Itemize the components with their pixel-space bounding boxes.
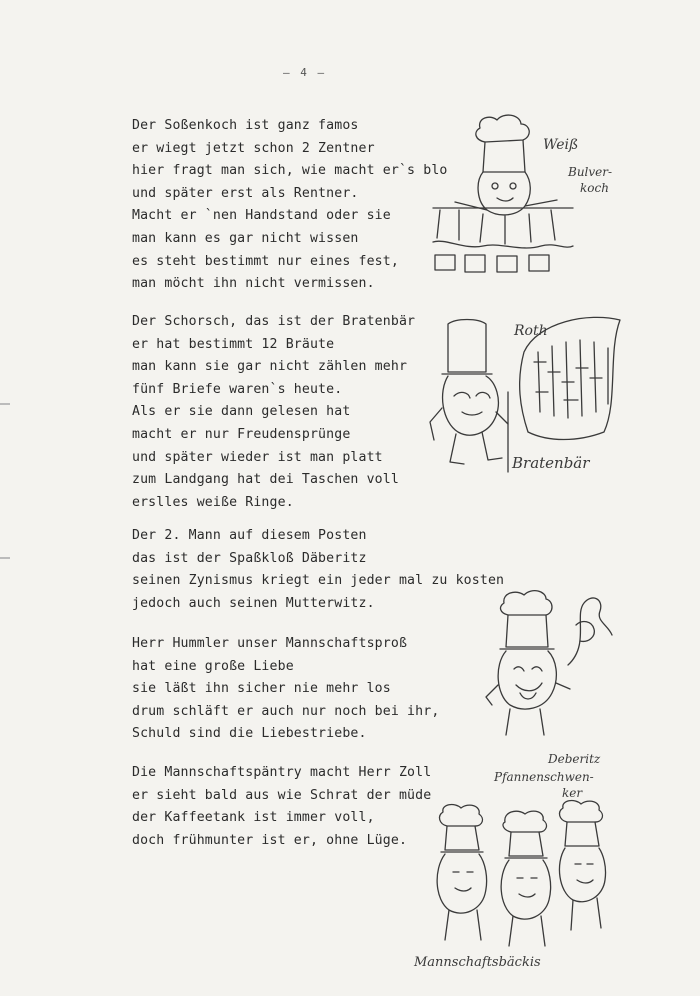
verse-line: Herr Hummler unser Mannschaftsproß <box>132 636 408 651</box>
verse-line: Die Mannschaftspäntry macht Herr Zoll <box>132 765 432 780</box>
verse-line: und später erst als Rentner. <box>132 185 359 201</box>
verse-line: der Kaffeetank ist immer voll, <box>132 810 375 826</box>
page-number: – 4 – <box>283 66 327 79</box>
stanza-soßenkoch <box>132 115 448 296</box>
verse-line: er hat bestimmt 12 Bräute <box>132 336 335 352</box>
caption-koch: koch <box>580 181 609 195</box>
verse-line: sie läßt ihn sicher nie mehr los <box>132 681 391 697</box>
verse-line: macht er nur Freudensprünge <box>132 426 351 442</box>
caption-deberitz: Deberitz <box>548 752 601 766</box>
caption-pfannenschwenker: Pfannenschwen- <box>494 770 594 784</box>
caption-roth: Roth <box>514 323 548 339</box>
caption-bratenbaer: Bratenbär <box>512 454 590 472</box>
sossenkoch-sketch-icon <box>425 110 575 280</box>
verse-line: Macht er `nen Handstand oder sie <box>132 208 391 224</box>
deberitz-sketch-icon <box>480 585 620 755</box>
stanza-daeberitz <box>132 525 504 615</box>
verse-line: er sieht bald aus wie Schrat der müde <box>132 787 432 803</box>
verse-line: Der 2. Mann auf diesem Posten <box>132 528 367 543</box>
verse-line: Der Schorsch, das ist der Bratenbär <box>132 314 416 329</box>
verse-line: doch frühmunter ist er, ohne Lüge. <box>132 832 408 848</box>
verse-line: drum schläft er auch nur noch bei ihr, <box>132 703 440 719</box>
verse-line: das ist der Spaßkloß Däberitz <box>132 550 367 566</box>
verse-line: erslles weiße Ringe. <box>132 494 294 510</box>
verse-line: Schuld sind die Liebestriebe. <box>132 726 367 742</box>
stanza-zoll <box>132 762 431 852</box>
stanza-bratenbaer <box>132 311 415 514</box>
verse-line: hat eine große Liebe <box>132 658 294 674</box>
caption-weiss: Weiß <box>543 137 579 153</box>
caption-bulver: Bulver- <box>568 165 613 179</box>
verse-line: man kann sie gar nicht zählen mehr <box>132 359 408 375</box>
verse-line: man möcht ihn nicht vermissen. <box>132 276 375 292</box>
verse-line: zum Landgang hat dei Taschen voll <box>132 472 399 488</box>
mannschaftsbaecker-sketch-icon <box>415 800 615 950</box>
verse-line: man kann es gar nicht wissen <box>132 230 359 246</box>
verse-line: er wiegt jetzt schon 2 Zentner <box>132 140 375 156</box>
caption-mannschaftsbaecker: Mannschaftsbäckis <box>414 955 541 970</box>
margin-mark <box>0 557 10 559</box>
verse-line: seinen Zynismus kriegt ein jeder mal zu kosten <box>132 573 505 589</box>
margin-mark <box>0 403 10 405</box>
verse-line: es steht bestimmt nur eines fest, <box>132 253 399 269</box>
stanza-hummler <box>132 633 439 746</box>
verse-line: Der Soßenkoch ist ganz famos <box>132 118 359 133</box>
verse-line: hier fragt man sich, wie macht er`s blo <box>132 163 448 179</box>
verse-line: jedoch auch seinen Mutterwitz. <box>132 595 375 611</box>
verse-line: Als er sie dann gelesen hat <box>132 404 351 420</box>
caption-ker: ker <box>562 786 583 800</box>
verse-line: fünf Briefe waren`s heute. <box>132 381 343 397</box>
verse-line: und später wieder ist man platt <box>132 449 383 465</box>
